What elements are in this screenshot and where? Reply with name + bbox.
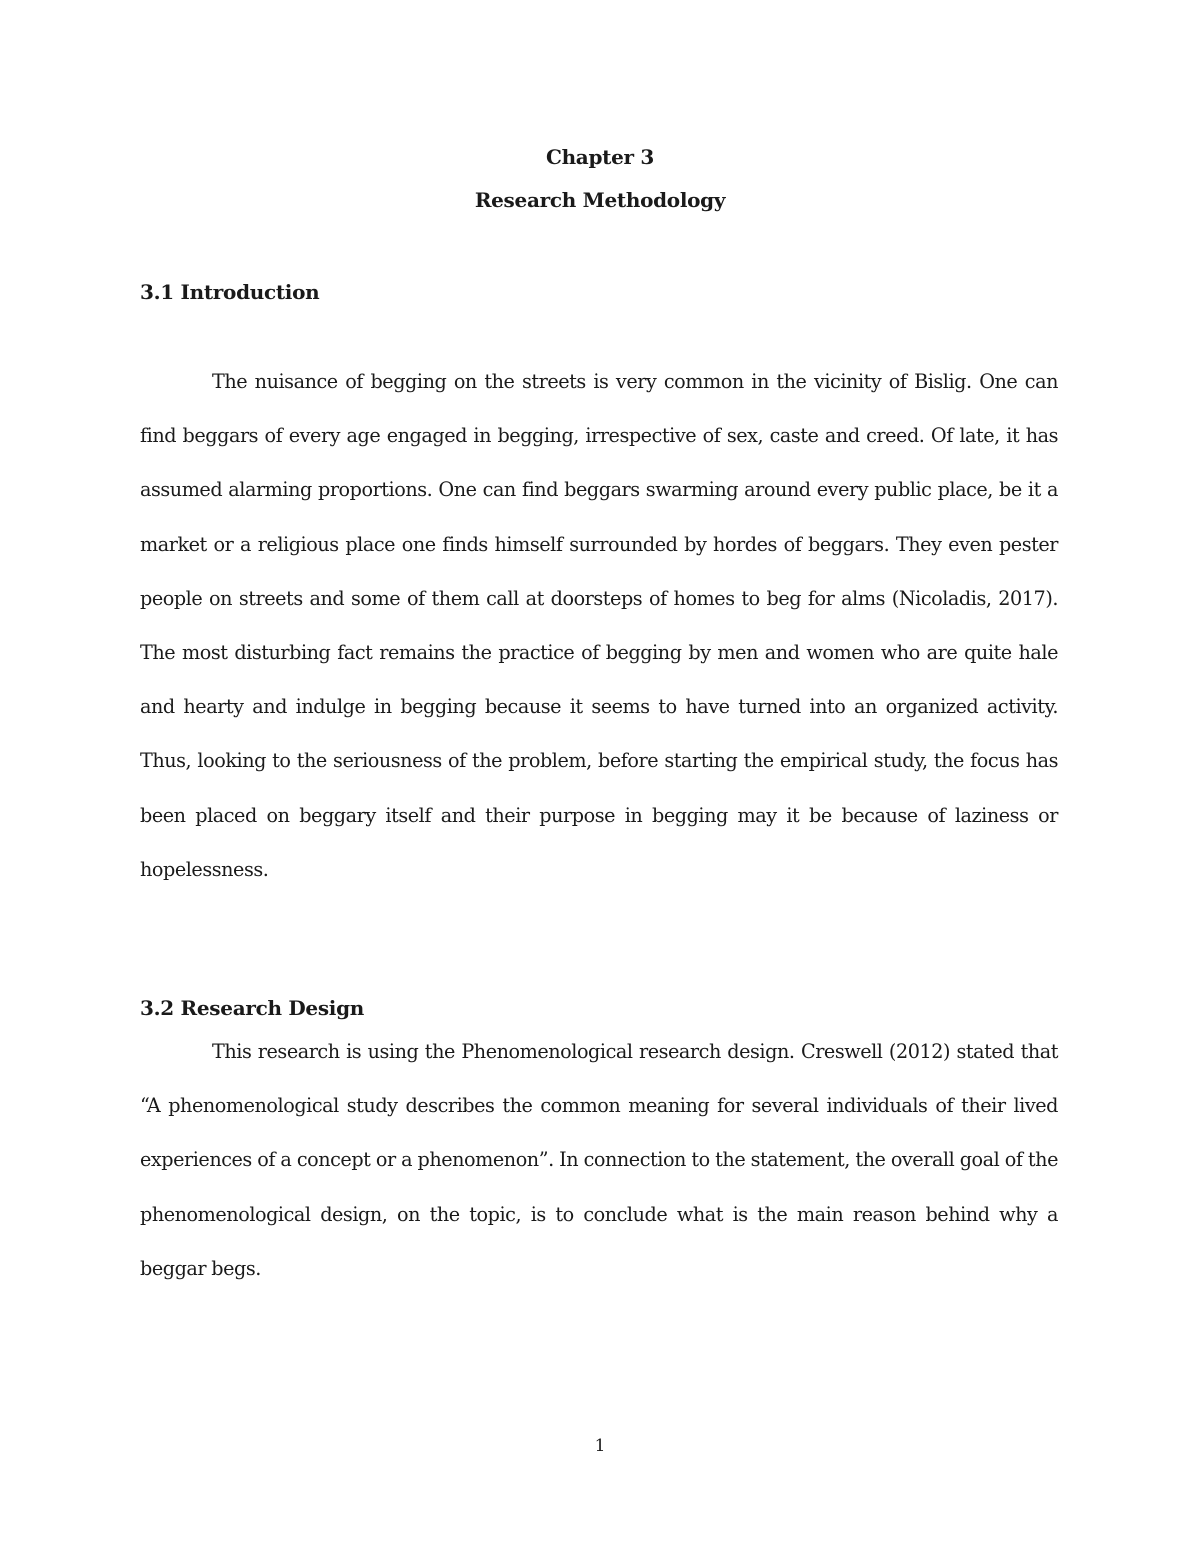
page-number: 1: [594, 1436, 606, 1456]
research-design-paragraph: This research is using the Phenomenological research design. Creswell (2012) stated that “A phenomenological study describes the common meaning for several individuals of their lived experiences of a concept or a phenomenon”. In connection to the statement, the overall goal of the phenomenological design, on the topic, is to conclude what is the main reason behind why a beggar begs.: [140, 1040, 1058, 1280]
chapter-subtitle: Research Methodology: [474, 188, 726, 212]
section-heading-introduction: 3.1 Introduction: [140, 280, 320, 304]
chapter-title: Chapter 3: [545, 145, 655, 169]
section-heading-research-design: 3.2 Research Design: [140, 996, 365, 1020]
introduction-paragraph: The nuisance of begging on the streets is very common in the vicinity of Bislig. One can find beggars of every age engaged in begging, irrespective of sex, caste and creed. Of late, it has assumed alarming proportions. One can find beggars swarming around every public place, be it a market or a religious place one finds himself surrounded by hordes of beggars. They even pester people on streets and some of them call at doorsteps of homes to beg for alms (Nicoladis, 2017). The most disturbing fact remains the practice of begging by men and women who are quite hale and hearty and indulge in begging because it seems to have turned into an organized activity. Thus, looking to the seriousness of the problem, before starting the empirical study, the focus has been placed on beggary itself and their purpose in begging may it be because of laziness or hopelessness.: [140, 370, 1058, 881]
